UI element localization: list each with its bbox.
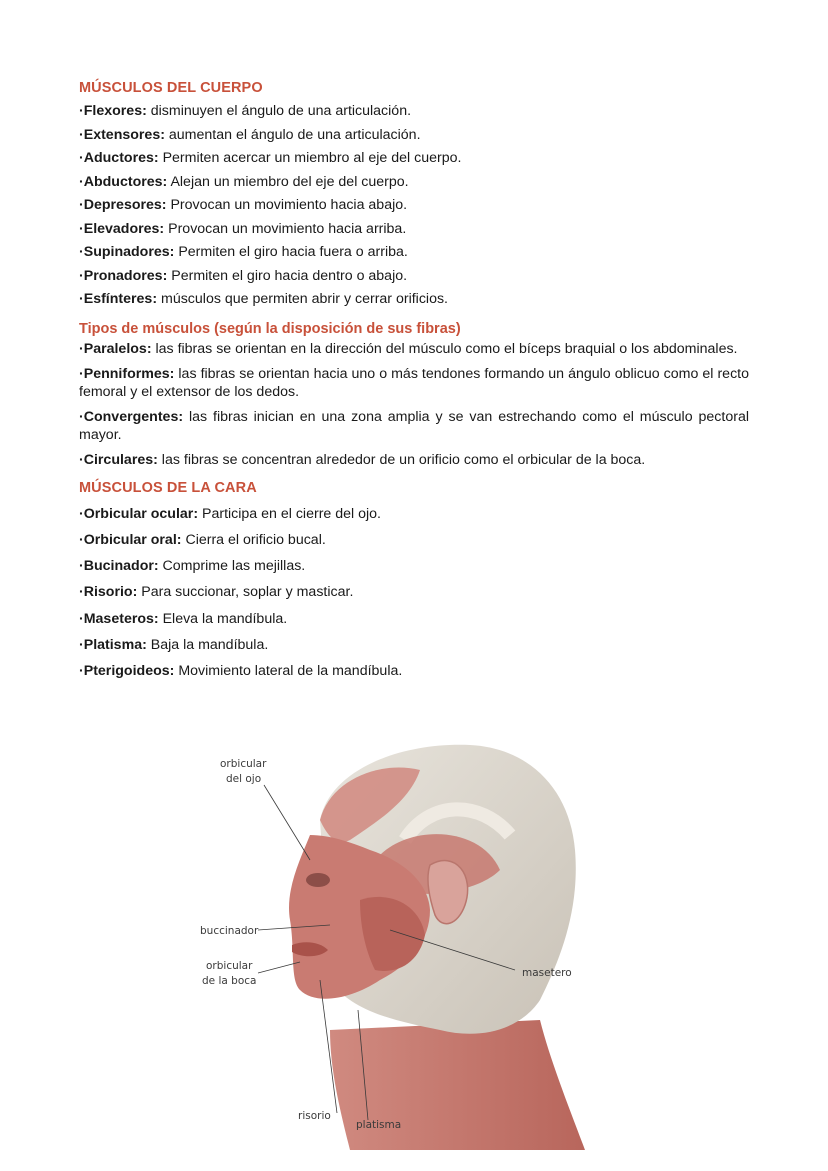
- item-term: ·Depresores:: [79, 197, 167, 213]
- list-item: [79, 100, 749, 124]
- label-orbicular-boca-line2: de la boca: [202, 975, 257, 987]
- item-desc: Movimiento lateral de la mandíbula.: [174, 663, 403, 680]
- section-title-muscle-types: Tipos de músculos (según la disposición de sus fibras): [79, 320, 461, 337]
- label-orbicular-ojo-line1: orbicular: [220, 758, 267, 770]
- item-term: ·Orbicular oral:: [79, 531, 182, 548]
- head-muscles-illustration: [180, 730, 587, 1150]
- face-muscles-list: [79, 501, 749, 685]
- item-desc: aumentan el ángulo de una articulación.: [164, 126, 421, 143]
- label-buccinador: buccinador: [200, 925, 259, 937]
- label-risorio: risorio: [298, 1110, 331, 1122]
- item-desc: Alejan un miembro del eje del cuerpo.: [167, 173, 409, 190]
- label-orbicular-boca-line1: orbicular: [206, 960, 253, 972]
- item-desc: las fibras se orientan hacia uno o más tendones formando un ángulo oblicuo como el recto femoral y el extensor de los dedos.: [79, 366, 749, 400]
- section-title-face-muscles: MÚSCULOS DE LA CARA: [79, 479, 257, 496]
- list-item: [79, 265, 749, 289]
- list-item: [79, 632, 749, 658]
- item-term: ·Orbicular ocular:: [79, 505, 199, 522]
- item-desc: las fibras inician en una zona amplia y se van estrechando como el músculo pectoral mayor.: [79, 409, 749, 443]
- item-term: ·Maseteros:: [79, 610, 159, 627]
- list-item: [79, 501, 749, 527]
- item-desc: Provocan un movimiento hacia arriba.: [164, 220, 407, 237]
- item-term: ·Paralelos:: [79, 340, 152, 357]
- list-item: [79, 579, 749, 605]
- item-desc: disminuyen el ángulo de una articulación.: [146, 103, 412, 119]
- item-term: ·Circulares:: [79, 452, 158, 468]
- body-muscles-list: [79, 100, 749, 312]
- item-desc: Cierra el orificio bucal.: [181, 531, 326, 548]
- item-desc: las fibras se orientan en la dirección del músculo como el bíceps braquial o los abdominales.: [151, 340, 738, 357]
- list-item: [79, 658, 749, 684]
- list-item: [79, 218, 749, 242]
- item-desc: Provocan un movimiento hacia abajo.: [166, 197, 408, 213]
- item-desc: las fibras se concentran alrededor de un orificio como el orbicular de la boca.: [157, 452, 646, 468]
- list-item: [79, 366, 749, 401]
- list-item: [79, 241, 749, 265]
- item-term: ·Elevadores:: [79, 220, 165, 237]
- list-item: [79, 194, 749, 218]
- list-item: [79, 527, 749, 553]
- item-term: ·Flexores:: [79, 103, 147, 119]
- label-platisma: platisma: [356, 1119, 402, 1131]
- item-term: ·Aductores:: [79, 150, 159, 166]
- item-desc: músculos que permiten abrir y cerrar orificios.: [157, 291, 449, 307]
- list-item: [79, 147, 749, 171]
- item-term: ·Convergentes:: [79, 409, 184, 425]
- document-page: [79, 78, 749, 685]
- item-term: ·Esfínteres:: [79, 291, 158, 307]
- item-term: ·Pronadores:: [79, 267, 168, 284]
- item-term: ·Pterigoideos:: [79, 663, 175, 680]
- leader-orbicular-ojo: [264, 785, 310, 860]
- item-desc: Participa en el cierre del ojo.: [198, 505, 382, 522]
- label-orbicular-ojo-line2: del ojo: [226, 773, 262, 785]
- item-term: ·Supinadores:: [79, 244, 175, 260]
- item-term: ·Platisma:: [79, 636, 147, 653]
- item-term: ·Penniformes:: [79, 366, 175, 382]
- item-desc: Para succionar, soplar y masticar.: [137, 584, 354, 601]
- item-term: ·Abductores:: [79, 173, 168, 190]
- list-item: [79, 288, 749, 312]
- item-desc: Permiten el giro hacia dentro o abajo.: [167, 267, 408, 284]
- item-desc: Eleva la mandíbula.: [158, 610, 288, 627]
- list-item: [79, 171, 749, 195]
- list-item: [79, 124, 749, 148]
- item-term: ·Bucinador:: [79, 558, 159, 575]
- head-muscles-drawing: [180, 730, 587, 1150]
- list-item: [79, 409, 749, 444]
- item-term: ·Extensores:: [79, 126, 165, 143]
- item-desc: Permiten acercar un miembro al eje del cuerpo.: [158, 150, 462, 166]
- muscle-types-list: [79, 341, 749, 470]
- item-desc: Comprime las mejillas.: [158, 558, 306, 575]
- label-masetero: masetero: [522, 967, 572, 979]
- item-desc: Baja la mandíbula.: [146, 636, 269, 653]
- list-item: [79, 606, 749, 632]
- section-title-body-muscles: MÚSCULOS DEL CUERPO: [79, 80, 263, 96]
- item-term: ·Risorio:: [79, 584, 138, 601]
- item-desc: Permiten el giro hacia fuera o arriba.: [174, 244, 408, 260]
- eye: [306, 873, 330, 887]
- list-item: [79, 553, 749, 579]
- list-item: [79, 341, 749, 359]
- list-item: [79, 452, 749, 470]
